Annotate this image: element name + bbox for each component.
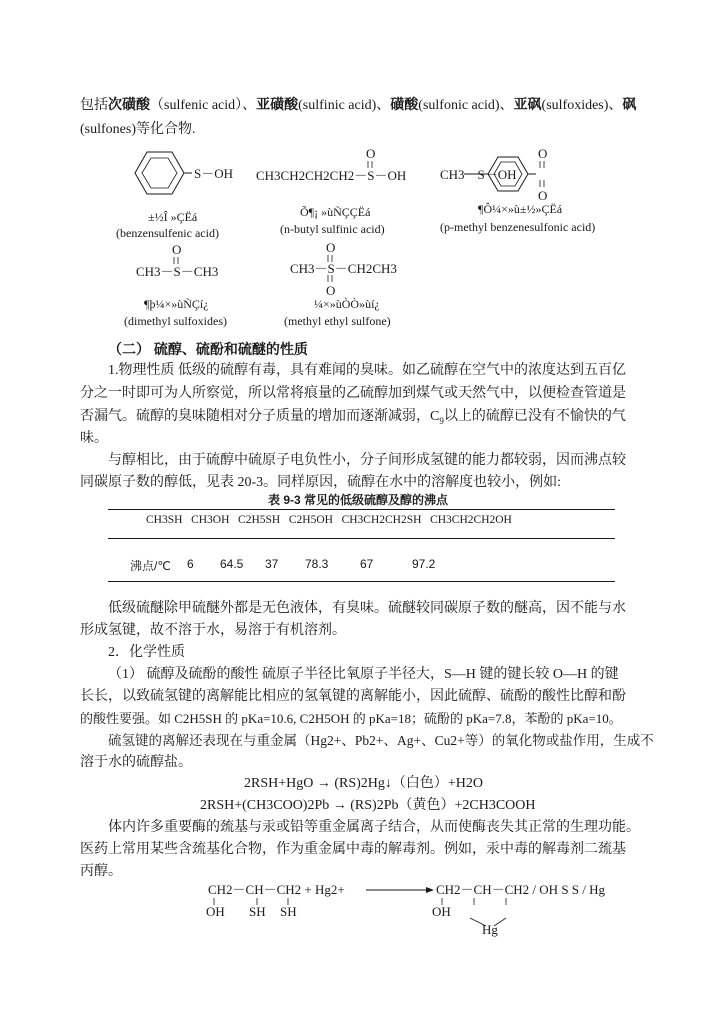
svg-text:SH: SH bbox=[280, 904, 297, 919]
table-header: C2H5OH bbox=[288, 514, 333, 526]
s3-name: ¶Ô¼×»ù±½»ÇËá bbox=[478, 202, 563, 216]
svg-text:O: O bbox=[172, 242, 182, 257]
s1-formula: S－OH bbox=[194, 166, 234, 181]
s2-formula: CH3CH2CH2CH2－S－OH bbox=[256, 168, 407, 183]
svg-text:Hg: Hg bbox=[482, 922, 498, 937]
equation-1: 2RSH+HgO → (RS)2Hg↓（白色）+H2O bbox=[244, 776, 484, 791]
table-header: CH3OH bbox=[191, 514, 230, 526]
reaction-right: CH2－CH－CH2 / OH S S / Hg bbox=[436, 882, 606, 897]
p1-line-3 bbox=[80, 406, 626, 432]
acid-line-2: 长长，以致硫氢键的离解能比相应的氢氧键的离解能小，因此硫醇、硫酚的酸性比醇和酚 bbox=[80, 689, 626, 704]
p2-line-2: 同碳原子数的醇低，见表 20-3。同样原因，硫醇在水中的溶解度也较小，例如: bbox=[80, 475, 562, 490]
s4-english: (dimethyl sulfoxides) bbox=[124, 314, 227, 328]
p1-line-3a: 否漏气。硫醇的臭味随相对分子质量的增加而逐渐减弱，C bbox=[80, 409, 440, 424]
term-sulfenic: 次磺酸 bbox=[108, 98, 150, 113]
table-cell: 64.5 bbox=[220, 557, 244, 571]
svg-text:O: O bbox=[326, 283, 336, 298]
sulfides-line-2: 形成氢键，故不溶于水，易溶于有机溶剂。 bbox=[80, 623, 346, 638]
table-header: CH3SH bbox=[146, 514, 183, 526]
table-header: C2H5SH bbox=[238, 514, 281, 526]
svg-text:O: O bbox=[538, 188, 548, 203]
enzyme-line-3: 丙醇。 bbox=[80, 864, 122, 879]
structure-dimethyl-sulfoxide bbox=[134, 242, 244, 282]
svg-text:OH: OH bbox=[432, 904, 451, 919]
structure-n-butylsulfinic-acid bbox=[254, 146, 424, 196]
chem-heading: 2．化学性质 bbox=[108, 645, 185, 660]
term-sulfoxide: 亚砜 bbox=[513, 98, 542, 113]
s1-english: (benzensulfenic acid) bbox=[116, 226, 219, 240]
term-sulfonic: 磺酸 bbox=[390, 98, 419, 113]
table-cell: 67 bbox=[360, 557, 374, 571]
p1-line-3-sub: 9 bbox=[439, 415, 444, 426]
s1-name: ±½Î »ÇËá bbox=[148, 210, 198, 224]
intro-prefix: 包括 bbox=[80, 98, 108, 113]
term-sulfoxide-en: (sulfoxides)、 bbox=[541, 98, 623, 113]
s5-formula: CH3－S－CH2CH3 bbox=[290, 261, 397, 276]
table-cell: 6 bbox=[187, 557, 194, 571]
s5-english: (methyl ethyl sulfone) bbox=[284, 314, 391, 328]
metal-line-1: 硫氢键的离解还表现在与重金属（Hg2+、Pb2+、Ag+、Cu2+等）的氧化物或盐作用，生成不 bbox=[108, 733, 654, 748]
acid-line-3: 的酸性要强。如 C2H5SH 的 pKa=10.6, C2H5OH 的 pKa=18；硫酚的 pKa=7.8，苯酚的 pKa=10。 bbox=[80, 711, 622, 726]
p1-line-1: 1.物理性质 低级的硫醇有毒，具有难闻的臭味。如乙硫醇在空气中的浓度达到五百亿 bbox=[108, 363, 626, 378]
metal-line-2: 溶于水的硫醇盐。 bbox=[80, 755, 192, 770]
s5-name: ¼×»ùÒÒ»ùí¿ bbox=[314, 297, 380, 311]
structure-benzenesulfenic-acid bbox=[120, 140, 270, 210]
intro-line-2: (sulfones)等化合物. bbox=[80, 122, 196, 137]
term-sulfinic-en: (sulfinic acid)、 bbox=[298, 98, 391, 113]
enzyme-line-1: 体内许多重要酶的巯基与汞或铅等重金属离子结合，从而使酶丧失其正常的生理功能。 bbox=[108, 820, 640, 835]
table-header: CH3CH2CH2OH bbox=[430, 514, 512, 526]
table-bottom-rule bbox=[108, 581, 615, 582]
structure-methyl-ethyl-sulfone bbox=[288, 240, 428, 300]
s3-english: (p-methyl benzenesulfonic acid) bbox=[440, 220, 596, 234]
structure-p-toluenesulfonic-acid bbox=[440, 146, 610, 206]
table-cell: 97.2 bbox=[412, 557, 436, 571]
table-header-row bbox=[146, 514, 512, 526]
table-top-rule bbox=[108, 509, 615, 510]
term-sulfenic-en: （sulfenic acid）、 bbox=[150, 98, 257, 113]
p1-line-3b: 以上的硫醇已没有不愉快的气 bbox=[443, 409, 626, 424]
section-heading: （二） 硫醇、硫酚和硫醚的性质 bbox=[108, 341, 308, 357]
table-header: CH3CH2CH2SH bbox=[341, 514, 422, 526]
s4-name: ¶þ¼×»ùÑÇí¿ bbox=[144, 297, 209, 311]
table-cell: 78.3 bbox=[305, 557, 329, 571]
sulfides-line-1: 低级硫醚除甲硫醚外都是无色液体，有臭味。硫醚较同碳原子数的醚高，因不能与水 bbox=[108, 601, 626, 616]
svg-text:O: O bbox=[326, 240, 336, 255]
p1-line-2: 分之一时即可为人所察觉，所以常将痕量的乙硫醇加到煤气或天然气中，以便检查管道是 bbox=[80, 386, 626, 401]
p1-line-4: 味。 bbox=[80, 431, 108, 446]
acid-line-1: （1） 硫醇及硫酚的酸性 硫原子半径比氧原子半径大，S—H 键的键长较 O—H 的键 bbox=[108, 667, 619, 682]
s3-formula: CH3－S－OH bbox=[440, 167, 517, 182]
table-caption: 表 9-3 常见的低级硫醇及醇的沸点 bbox=[268, 493, 449, 507]
equation-2: 2RSH+(CH3COO)2Pb → (RS)2Pb（黄色）+2CH3COOH bbox=[200, 798, 536, 813]
term-sulfinic: 亚磺酸 bbox=[256, 98, 299, 113]
term-sulfonic-en: (sulfonic acid)、 bbox=[418, 98, 514, 113]
s4-formula: CH3－S－CH3 bbox=[136, 264, 219, 279]
enzyme-line-2: 医药上常用某些含巯基化合物，作为重金属中毒的解毒剂。例如，汞中毒的解毒剂二巯基 bbox=[80, 842, 626, 857]
dimercaprol-reaction bbox=[204, 876, 606, 937]
svg-text:OH: OH bbox=[206, 904, 225, 919]
svg-text:O: O bbox=[366, 146, 376, 161]
svg-text:SH: SH bbox=[249, 904, 266, 919]
table-cell: 37 bbox=[265, 557, 279, 571]
s2-name: Õ¶¡ »ùÑÇÇËá bbox=[300, 205, 371, 219]
reaction-left: CH2－CH－CH2 + Hg2+ bbox=[208, 882, 345, 897]
p2-line-1: 与醇相比，由于硫醇中硫原子电负性小，分子间形成氢键的能力都较弱，因而沸点较 bbox=[108, 453, 626, 468]
svg-text:O: O bbox=[538, 146, 548, 161]
s2-english: (n-butyl sulfinic acid) bbox=[280, 222, 385, 236]
term-sulfone: 砜 bbox=[622, 98, 637, 113]
intro-line-1 bbox=[80, 95, 636, 117]
table-row-label: 沸点/℃ bbox=[130, 559, 171, 573]
table-mid-rule bbox=[108, 538, 615, 539]
